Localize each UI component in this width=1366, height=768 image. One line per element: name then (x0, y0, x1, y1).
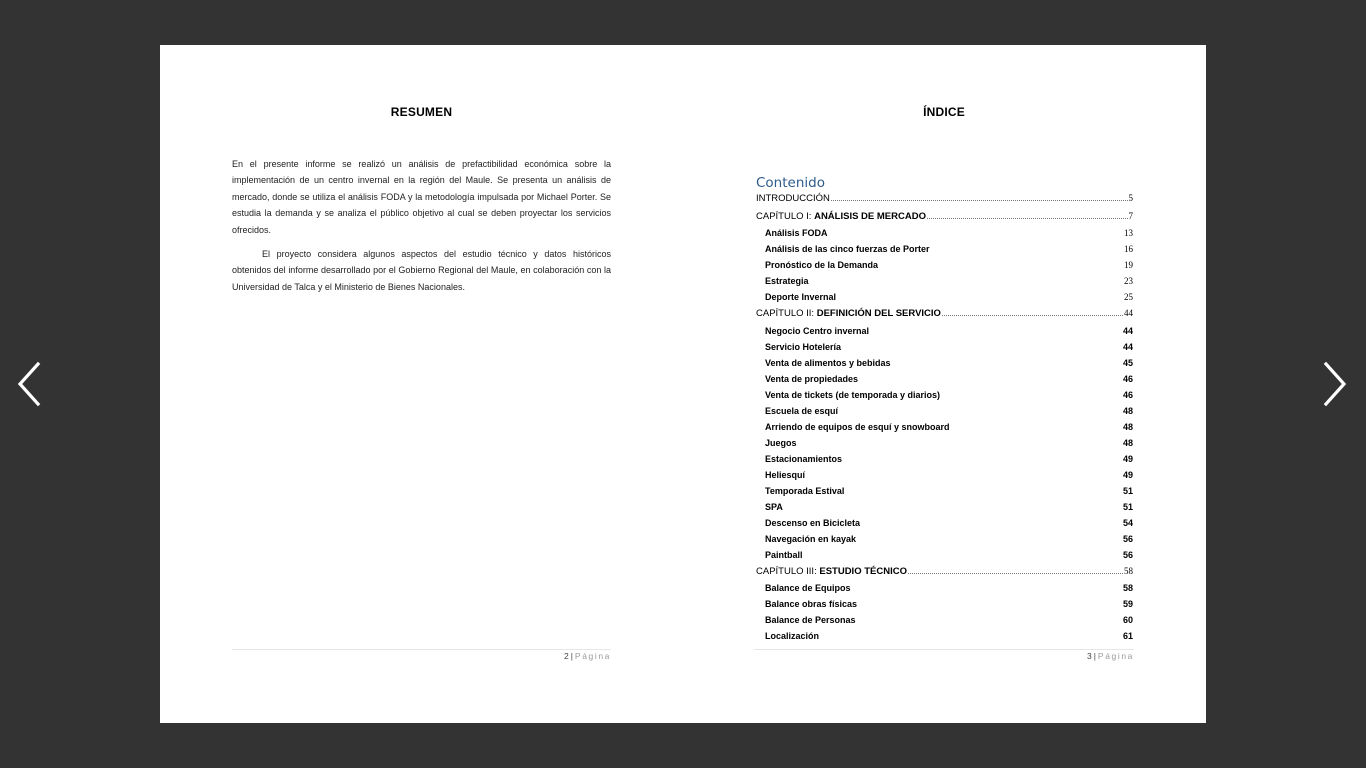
toc-entry-section[interactable] (754, 486, 1133, 502)
footer-separator: | (570, 651, 573, 661)
toc-entry-label: SPA (765, 501, 783, 512)
summary-paragraph-2: El proyecto considera algunos aspectos del estudio técnico y datos históricos obtenidos del informe desarrollado por el Gobierno Regional del Maule, en colaboración con la Universidad de Talca y el Ministerio de Bienes Nacionales. (232, 249, 611, 292)
index-heading: ÍNDICE (923, 105, 965, 119)
toc-entry-page: 58 (1122, 583, 1133, 593)
toc-entry-label: Estrategia (765, 276, 809, 286)
toc-entry-section[interactable] (754, 244, 1133, 260)
toc-entry-page: 13 (1124, 228, 1133, 238)
toc-entry-section[interactable] (754, 583, 1133, 599)
toc-entry-section[interactable] (754, 292, 1133, 308)
toc-entry-page: 45 (1122, 357, 1133, 368)
toc-chapter-prefix: CAPÍTULO II: (756, 308, 817, 319)
toc-entry-label: Temporada Estival (765, 485, 845, 496)
toc-entry-page: 48 (1122, 421, 1133, 432)
toc-entry-page: 7 (1128, 210, 1133, 221)
toc-entry-section[interactable] (754, 631, 1133, 647)
toc-entry-label: Estacionamientos (765, 453, 843, 464)
toc-entry-page: 49 (1122, 469, 1133, 480)
toc-entry-section[interactable] (754, 438, 1133, 454)
page-footer (754, 649, 1134, 661)
toc-entry-section[interactable] (754, 470, 1133, 486)
toc-leader (908, 572, 1123, 574)
toc-entry-page: 56 (1122, 549, 1133, 560)
toc-entry-section[interactable] (754, 260, 1133, 276)
toc-entry-label: Heliesquí (765, 469, 806, 480)
toc-entry-label: Arriendo de equipos de esquí y snowboard (765, 421, 950, 432)
summary-paragraph-1: En el presente informe se realizó un análisis de prefactibilidad económica sobre la implementación de un centro invernal en la región del Maule. Se presenta un análisis de mercado, donde se utiliza el análisis FODA y la metodología impulsada por Michael Porter. Se estudia la demanda y se analiza el público objetivo al cual se deben proyectar los servicios ofrecidos. (232, 159, 611, 235)
toc-entry-page: 23 (1124, 276, 1133, 286)
toc-entry-label: Análisis FODA (765, 228, 828, 238)
toc-entry-page: 19 (1124, 260, 1133, 270)
footer-page-word: Página (1097, 651, 1134, 661)
toc-entry-page: 60 (1122, 615, 1133, 625)
toc-entry-label: Venta de tickets (de temporada y diarios) (765, 389, 941, 400)
toc-entry-page: 16 (1124, 244, 1133, 254)
toc-entry-section[interactable] (754, 599, 1133, 615)
summary-heading: RESUMEN (390, 105, 453, 119)
toc-leader (927, 217, 1128, 219)
footer-page-word: Página (574, 651, 611, 661)
toc-entry-section[interactable] (754, 390, 1133, 406)
table-of-contents (754, 193, 1133, 647)
toc-entry-chapter-2[interactable] (754, 308, 1133, 326)
toc-entry-label: Deporte Invernal (765, 292, 837, 302)
toc-entry-chapter-3[interactable] (754, 566, 1133, 584)
toc-entry-section[interactable] (754, 615, 1133, 631)
summary-text (232, 156, 611, 303)
toc-entry-label: Balance obras físicas (765, 599, 858, 609)
toc-entry-section[interactable] (754, 518, 1133, 534)
toc-entry-page: 59 (1122, 599, 1133, 609)
toc-entry-label: Localización (765, 631, 820, 641)
toc-chapter-title: DEFINICIÓN DEL SERVICIO (816, 308, 941, 319)
toc-entry-page: 25 (1124, 292, 1133, 302)
previous-page-button[interactable] (14, 360, 50, 408)
toc-entry-page: 48 (1122, 405, 1133, 416)
toc-entry-label: Negocio Centro invernal (765, 325, 870, 336)
toc-entry-page: 44 (1122, 341, 1133, 352)
toc-entry-intro[interactable] (754, 193, 1133, 211)
toc-entry-section[interactable] (754, 228, 1133, 244)
toc-chapter-title: ANÁLISIS DE MERCADO (814, 210, 926, 222)
toc-entry-section[interactable] (754, 358, 1133, 374)
toc-entry-page: 46 (1122, 373, 1133, 384)
page-3 (754, 45, 1134, 723)
toc-entry-label: Venta de alimentos y bebidas (765, 357, 891, 368)
toc-entry-label: Pronóstico de la Demanda (765, 260, 879, 270)
toc-entry-page: 5 (1128, 193, 1133, 203)
toc-entry-section[interactable] (754, 276, 1133, 292)
toc-entry-section[interactable] (754, 422, 1133, 438)
page-footer (232, 649, 611, 661)
toc-entry-page: 49 (1122, 453, 1133, 464)
toc-entry-label: Escuela de esquí (765, 405, 839, 416)
page-spread (160, 45, 1206, 723)
toc-entry-chapter-1[interactable] (754, 211, 1133, 229)
chevron-left-icon (14, 360, 50, 408)
toc-entry-section[interactable] (754, 502, 1133, 518)
toc-entry-label: Paintball (765, 549, 803, 560)
toc-entry-section[interactable] (754, 454, 1133, 470)
page-number: 2 (563, 651, 569, 661)
toc-entry-label: INTRODUCCIÓN (756, 193, 830, 204)
toc-entry-page: 46 (1122, 389, 1133, 400)
toc-chapter-prefix: CAPÍTULO I: (756, 210, 815, 222)
toc-entry-label: Venta de propiedades (765, 373, 859, 384)
toc-entry-label: Descenso en Bicicleta (765, 517, 861, 528)
toc-chapter-prefix: CAPÍTULO III: (756, 565, 820, 577)
toc-entry-label: Balance de Personas (765, 615, 856, 625)
toc-entry-page: 51 (1122, 501, 1133, 512)
toc-entry-page: 58 (1124, 565, 1133, 576)
toc-entry-label: Análisis de las cinco fuerzas de Porter (765, 244, 930, 254)
toc-entry-label: Navegación en kayak (765, 533, 857, 544)
toc-entry-section[interactable] (754, 534, 1133, 550)
toc-entry-label: Servicio Hotelería (765, 341, 842, 352)
toc-entry-page: 56 (1122, 533, 1133, 544)
toc-entry-label: Juegos (765, 437, 797, 448)
toc-leader (942, 314, 1123, 316)
toc-entry-section[interactable] (754, 374, 1133, 390)
toc-entry-page: 54 (1122, 517, 1133, 528)
toc-entry-section[interactable] (754, 406, 1133, 422)
page-number: 3 (1086, 651, 1092, 661)
toc-entry-page: 44 (1122, 325, 1133, 336)
footer-separator: | (1093, 651, 1096, 661)
toc-entry-label: Balance de Equipos (765, 583, 851, 593)
toc-entry-page: 61 (1122, 631, 1133, 641)
toc-leader (831, 199, 1128, 201)
toc-entry-page: 44 (1124, 308, 1133, 318)
toc-entry-section[interactable] (754, 326, 1133, 342)
toc-entry-page: 51 (1122, 485, 1133, 496)
chevron-right-icon (1318, 360, 1354, 408)
toc-entry-page: 48 (1122, 437, 1133, 448)
toc-chapter-title: ESTUDIO TÉCNICO (819, 565, 907, 577)
toc-entry-section[interactable] (754, 342, 1133, 358)
page-2 (232, 45, 611, 723)
next-page-button[interactable] (1318, 360, 1354, 408)
toc-title: Contenido (756, 175, 825, 191)
toc-entry-section[interactable] (754, 550, 1133, 566)
